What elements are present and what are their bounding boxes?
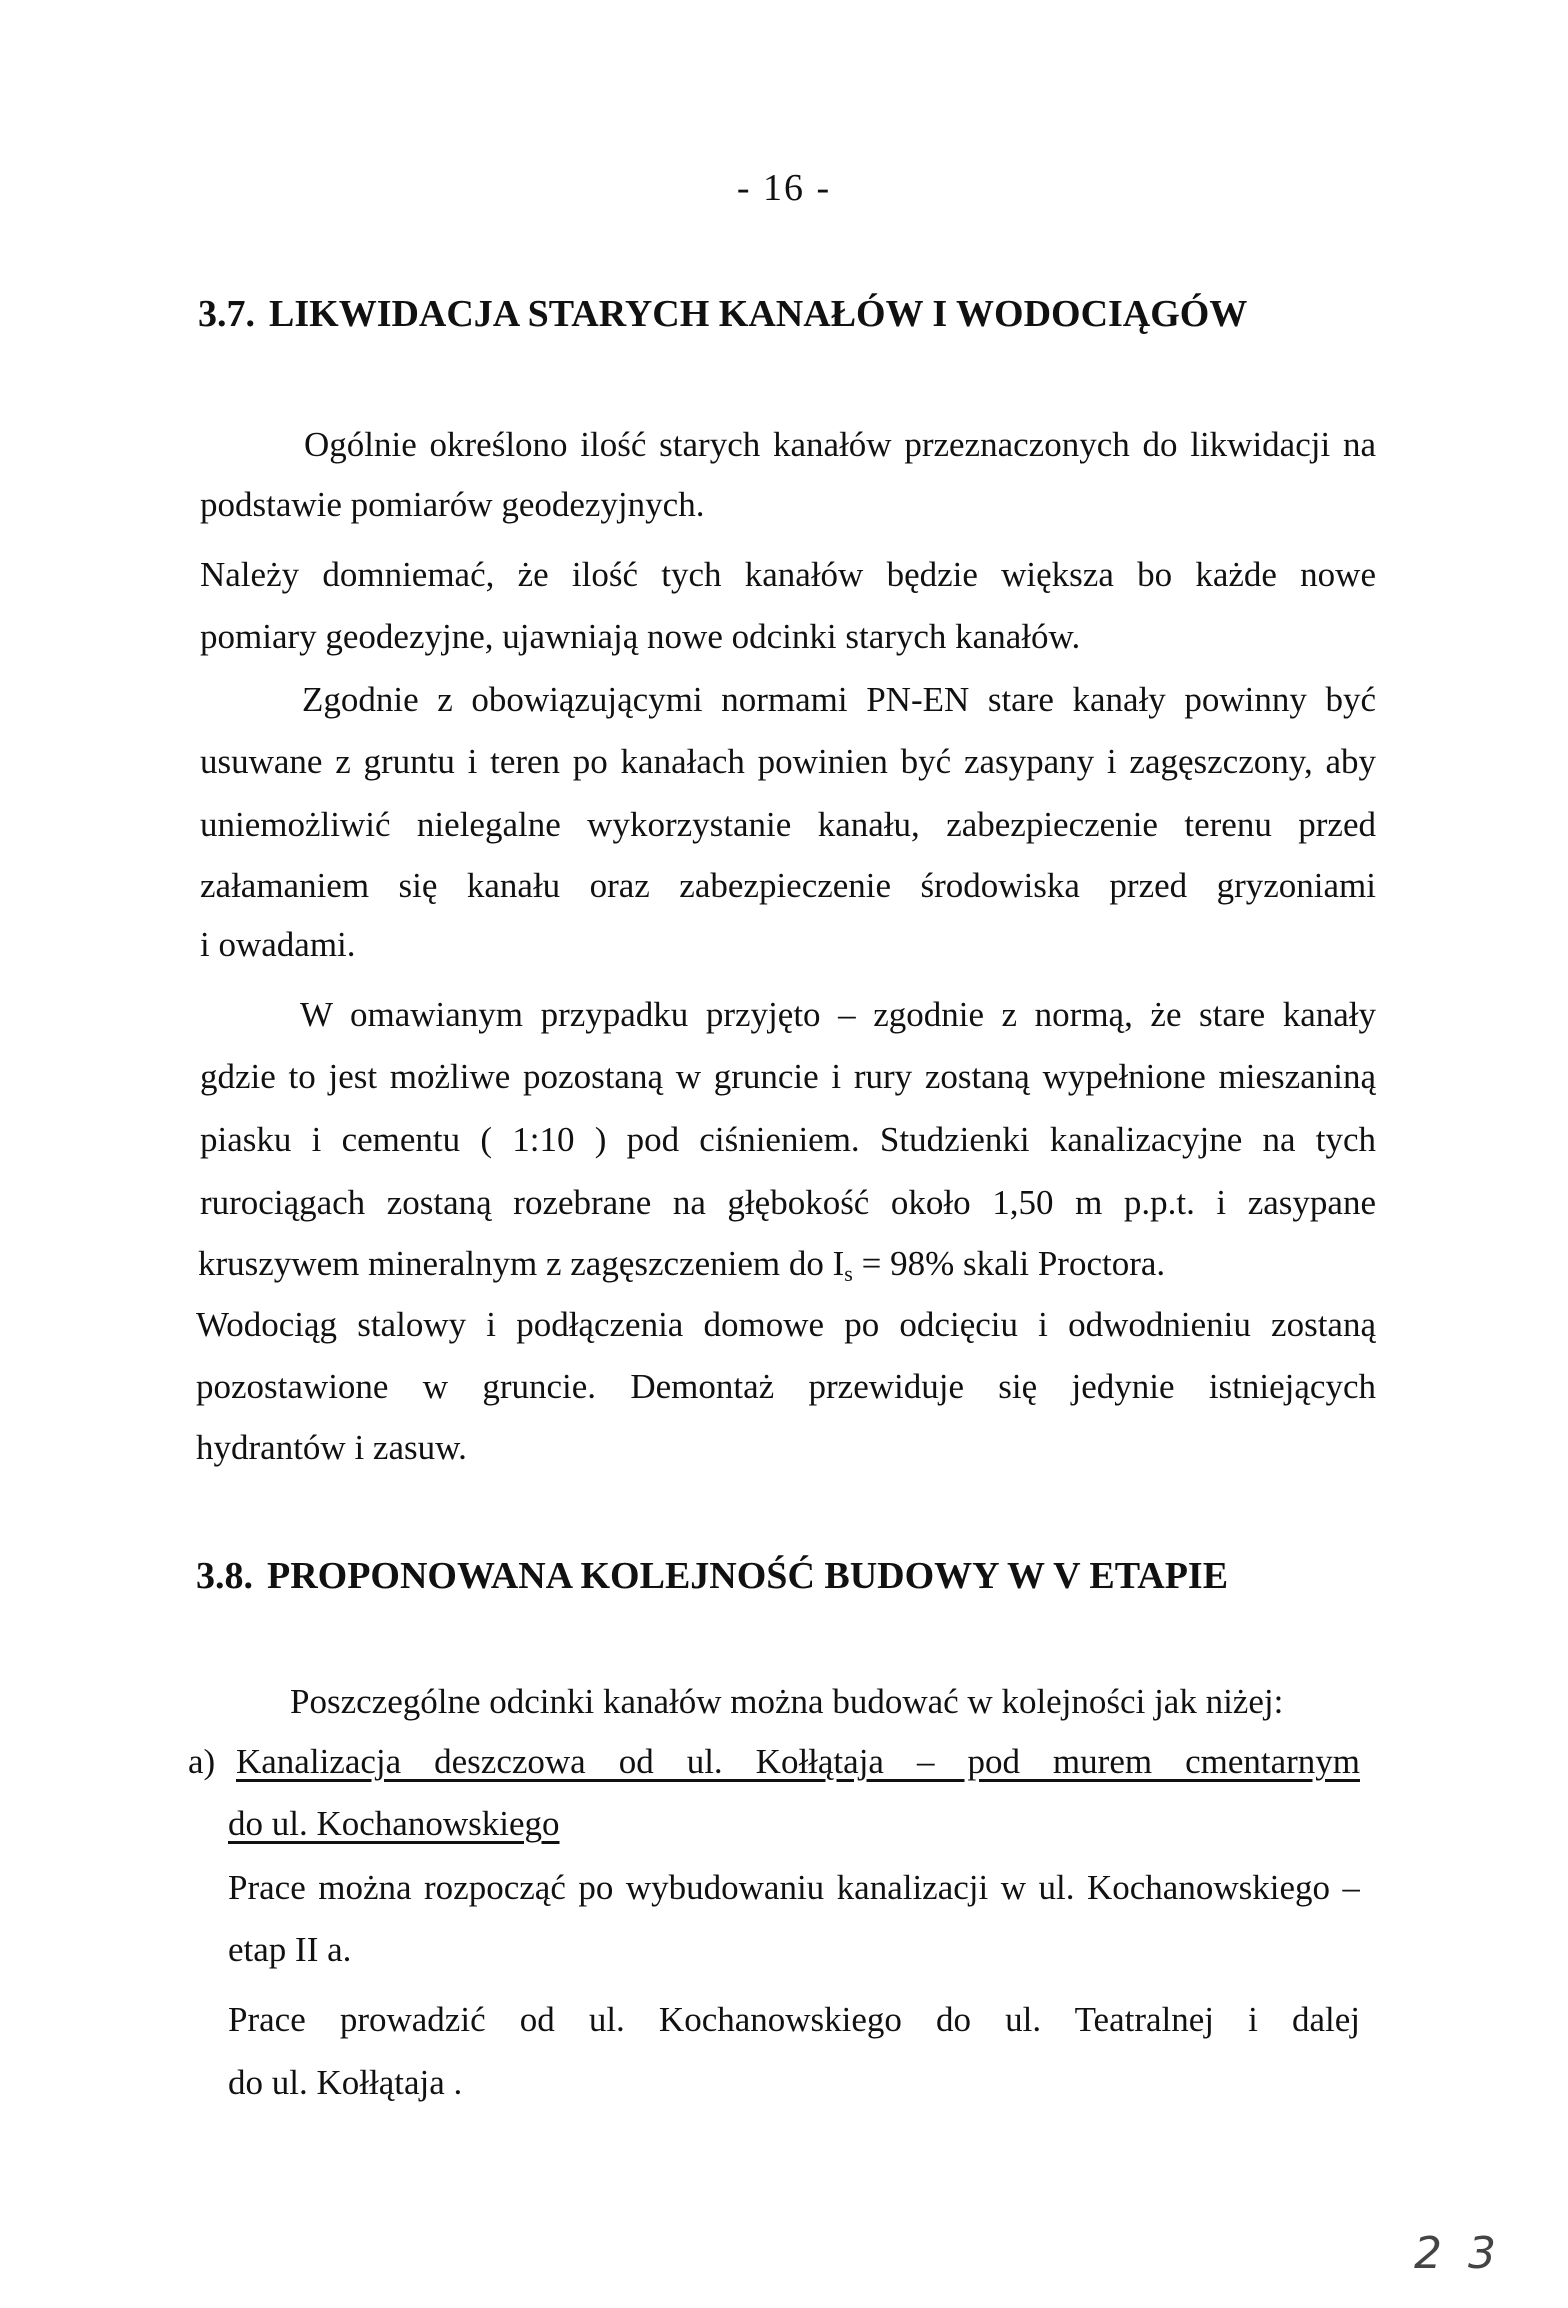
section-title: PROPONOWANA KOLEJNOŚĆ BUDOWY W V ETAPIE	[267, 1555, 1229, 1597]
section-intro: Poszczególne odcinki kanałów można budować w kolejności jak niżej:	[290, 1682, 1284, 1721]
paragraph-line: podstawie pomiarów geodezyjnych.	[200, 485, 705, 524]
list-item-title: do ul. Kochanowskiego	[228, 1804, 560, 1843]
paragraph-line: Ogólnie określono ilość starych kanałów przeznaczonych do likwidacji na	[304, 425, 1376, 464]
compaction-text: kruszywem mineralnym z zagęszczeniem do I	[198, 1244, 845, 1283]
section-title: LIKWIDACJA STARYCH KANAŁÓW I WODOCIĄGÓW	[269, 293, 1248, 335]
list-item-title: Kanalizacja deszczowa od ul. Kołłątaja – pod murem cmentarnym	[236, 1742, 1360, 1781]
list-marker-a: a)	[188, 1742, 216, 1781]
list-item-line: do ul. Kołłątaja .	[228, 2063, 463, 2102]
paragraph-line: pomiary geodezyjne, ujawniają nowe odcinki starych kanałów.	[200, 617, 1081, 656]
page-number: - 16 -	[736, 167, 832, 209]
section-heading-3-8	[196, 1554, 1228, 1598]
paragraph-line: Zgodnie z obowiązującymi normami PN-EN stare kanały powinny być	[302, 680, 1376, 719]
list-item-line: Prace prowadzić od ul. Kochanowskiego do ul. Teatralnej i dalej	[228, 2000, 1360, 2039]
compaction-value: = 98% skali Proctora.	[852, 1244, 1166, 1283]
paragraph-line: usuwane z gruntu i teren po kanałach powinien być zasypany i zagęszczony, aby	[200, 742, 1376, 781]
list-item-line: etap II a.	[228, 1930, 352, 1969]
paragraph-line: załamaniem się kanału oraz zabezpieczenie środowiska przed gryzoniami	[200, 866, 1376, 905]
section-number: 3.7.	[198, 293, 255, 335]
paragraph-line: gdzie to jest możliwe pozostaną w gruncie i rury zostaną wypełnione mieszaniną	[200, 1057, 1376, 1096]
paragraph-line: i owadami.	[200, 925, 356, 964]
paragraph-line: uniemożliwić nielegalne wykorzystanie kanału, zabezpieczenie terenu przed	[200, 805, 1376, 844]
section-number: 3.8.	[196, 1555, 253, 1597]
paragraph-line: W omawianym przypadku przyjęto – zgodnie z normą, że stare kanały	[300, 995, 1376, 1034]
compaction-subscript: s	[844, 1261, 853, 1286]
paragraph-line: piasku i cementu ( 1:10 ) pod ciśnieniem. Studzienki kanalizacyjne na tych	[200, 1120, 1376, 1159]
paragraph-line: pozostawione w gruncie. Demontaż przewiduje się jedynie istniejących	[196, 1367, 1376, 1406]
section-heading-3-7	[198, 292, 1247, 336]
list-item-line: Prace można rozpocząć po wybudowaniu kanalizacji w ul. Kochanowskiego –	[228, 1868, 1360, 1907]
paragraph-line: Należy domniemać, że ilość tych kanałów będzie większa bo każde nowe	[200, 555, 1376, 594]
paragraph-line: hydrantów i zasuw.	[196, 1428, 467, 1467]
paragraph-line-compaction	[198, 1244, 1165, 1294]
paragraph-line: rurociągach zostaną rozebrane na głębokość około 1,50 m p.p.t. i zasypane	[200, 1183, 1376, 1222]
handwritten-page-mark: 2 3	[1414, 2228, 1502, 2279]
paragraph-line: Wodociąg stalowy i podłączenia domowe po odcięciu i odwodnieniu zostaną	[196, 1305, 1376, 1344]
